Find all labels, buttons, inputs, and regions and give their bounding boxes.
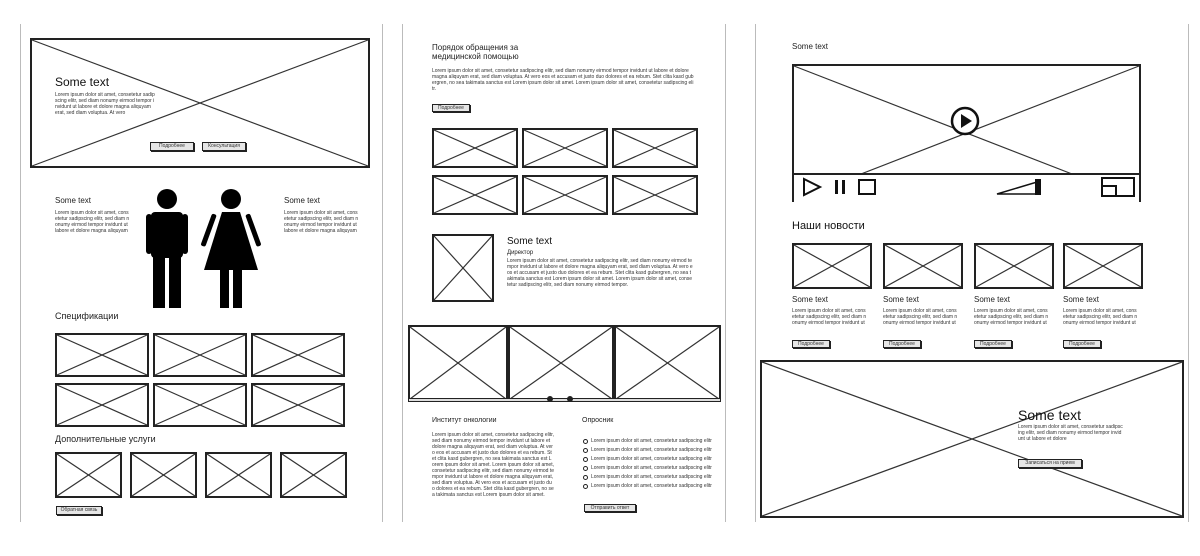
carousel-track [408, 398, 721, 402]
director-name: Some text [507, 236, 553, 247]
survey-radio-2[interactable] [583, 448, 588, 453]
spec-image-4 [55, 383, 149, 427]
news-image-2 [883, 243, 963, 289]
news-more-button[interactable]: Подробнее [792, 340, 830, 348]
gallery-image-4 [432, 175, 518, 215]
spec-image-3 [251, 333, 345, 377]
news-heading: Наши новости [792, 220, 865, 232]
survey-option-label: Lorem ipsum dolor sit amet, consetetur sadipscing elitr [591, 447, 712, 453]
news-text: Lorem ipsum dolor sit amet, consetetur sadipscing elitr, sed diam nonumy eirmod tempor invidunt ut [792, 308, 867, 326]
gallery-image-1 [432, 128, 518, 168]
procedure-heading: Порядок обращения за медицинской помощью [432, 43, 519, 61]
right-block-title: Some text [284, 196, 321, 205]
news-title: Some text [883, 295, 920, 304]
feedback-button[interactable]: Обратная связь [56, 506, 102, 515]
director-text: Lorem ipsum dolor sit amet, consetetur sadipscing elitr, sed diam nonumy eirmod tempor invidunt ut labore et dolore magna aliquyam erat, sed diam voluptua. At vero eos et accusam et justo duo dolores et ea rebum. Stet clita kasd gubergren, no sea takimata sanctus est Lorem ipsum dolor sit amet. Lorem ipsum dolor sit amet, consetetur sadipscing elitr, sed diam nonumy eirmod tempor. [507, 258, 693, 288]
survey-option-label: Lorem ipsum dolor sit amet, consetetur sadipscing elitr [591, 465, 712, 471]
fullscreen-icon[interactable] [1100, 176, 1136, 198]
survey-radio-6[interactable] [583, 484, 588, 489]
spec-image-2 [153, 333, 247, 377]
director-role: Директор [507, 250, 534, 256]
service-image-1 [55, 452, 122, 498]
service-image-3 [205, 452, 272, 498]
survey-submit-button[interactable]: Отправить ответ [584, 504, 636, 512]
specifications-heading: Спецификации [55, 311, 119, 321]
survey-heading: Опросник [582, 417, 614, 424]
news-more-button[interactable]: Подробнее [1063, 340, 1101, 348]
survey-radio-5[interactable] [583, 475, 588, 480]
news-image-1 [792, 243, 872, 289]
spec-image-1 [55, 333, 149, 377]
banner-text: Lorem ipsum dolor sit amet, consetetur sadipscing elitr, sed diam nonumy eirmod tempor invidunt ut labore et dolore [1018, 424, 1123, 442]
news-title: Some text [792, 295, 829, 304]
hero-title: Some text [55, 75, 110, 89]
gallery-image-6 [612, 175, 698, 215]
hero-details-button[interactable]: Подробнее [150, 142, 194, 151]
director-photo [432, 234, 494, 302]
news-text: Lorem ipsum dolor sit amet, consetetur sadipscing elitr, sed diam nonumy eirmod tempor invidunt ut [974, 308, 1049, 326]
carousel-image-2 [508, 325, 614, 401]
gallery-image-3 [612, 128, 698, 168]
survey-option-label: Lorem ipsum dolor sit amet, consetetur sadipscing elitr [591, 456, 712, 462]
procedure-text: Lorem ipsum dolor sit amet, consetetur sadipscing elitr, sed diam nonumy eirmod tempor invidunt ut labore et dolore magna aliquyam erat, sed diam voluptua. At vero eos et accusam et justo duo dolores et ea rebum. Stet clita kasd gubergren, no sea takimata sanctus est Lorem ipsum dolor sit amet. Lorem ipsum dolor sit amet, consetetur sadipscing elitr. [432, 68, 694, 92]
gallery-image-5 [522, 175, 608, 215]
man-icon [145, 188, 189, 308]
woman-icon [200, 188, 262, 308]
carousel-dot-2[interactable] [567, 396, 573, 402]
service-image-4 [280, 452, 347, 498]
play-button-icon[interactable] [949, 106, 981, 136]
news-title: Some text [974, 295, 1011, 304]
stop-icon[interactable] [857, 178, 877, 196]
procedure-more-button[interactable]: Подробнее [432, 104, 470, 112]
survey-option-label: Lorem ipsum dolor sit amet, consetetur sadipscing elitr [591, 438, 712, 444]
volume-slider-icon[interactable] [995, 176, 1057, 198]
survey-radio-4[interactable] [583, 466, 588, 471]
hero-text: Lorem ipsum dolor sit amet, consetetur sadipscing elitr, sed diam nonumy eirmod tempor invidunt ut labore et dolore magna aliquyam erat, sed diam voluptua. At vero [55, 92, 155, 116]
survey-option-label: Lorem ipsum dolor sit amet, consetetur sadipscing elitr [591, 474, 712, 480]
services-heading: Дополнительные услуги [55, 434, 156, 444]
spec-image-6 [251, 383, 345, 427]
news-title: Some text [1063, 295, 1100, 304]
video-title: Some text [792, 42, 829, 51]
gallery-image-2 [522, 128, 608, 168]
banner-appointment-button[interactable]: Записаться на прием [1018, 459, 1082, 468]
carousel-image-1 [408, 325, 508, 401]
news-image-4 [1063, 243, 1143, 289]
spec-image-5 [153, 383, 247, 427]
survey-radio-3[interactable] [583, 457, 588, 462]
service-image-2 [130, 452, 197, 498]
pause-icon[interactable] [833, 178, 847, 196]
carousel-dot-1[interactable] [547, 396, 553, 402]
news-image-3 [974, 243, 1054, 289]
news-text: Lorem ipsum dolor sit amet, consetetur sadipscing elitr, sed diam nonumy eirmod tempor invidunt ut [1063, 308, 1138, 326]
left-block-title: Some text [55, 196, 92, 205]
banner-title: Some text [1018, 407, 1082, 423]
survey-radio-1[interactable] [583, 439, 588, 444]
left-block-text: Lorem ipsum dolor sit amet, consetetur sadipscing elitr, sed diam nonumy eirmod tempor invidunt ut labore et dolore magna aliquyam [55, 210, 130, 234]
play-icon[interactable] [801, 177, 823, 197]
institute-text: Lorem ipsum dolor sit amet, consetetur sadipscing elitr, sed diam nonumy eirmod tempor invidunt ut labore et dolore magna aliquyam erat, sed diam voluptua. At vero eos et accusam et justo duo dolores et ea rebum. Stet clita kasd gubergren, no sea takimata sanctus est Lorem ipsum dolor sit amet. Lorem ipsum dolor sit amet, consetetur sadipscing elitr, sed diam nonumy eirmod tempor invidunt ut labore et dolore magna aliquyam erat, sed diam voluptua. At vero eos et accusam et justo duo dolores et ea rebum. Stet clita kasd gubergren, no sea takimata sanctus est Lorem ipsum dolor sit amet. [432, 432, 555, 498]
news-more-button[interactable]: Подробнее [883, 340, 921, 348]
hero-consult-button[interactable]: Консультация [202, 142, 246, 151]
news-more-button[interactable]: Подробнее [974, 340, 1012, 348]
right-block-text: Lorem ipsum dolor sit amet, consetetur sadipscing elitr, sed diam nonumy eirmod tempor invidunt ut labore et dolore magna aliquyam [284, 210, 359, 234]
survey-option-label: Lorem ipsum dolor sit amet, consetetur sadipscing elitr [591, 483, 712, 489]
news-text: Lorem ipsum dolor sit amet, consetetur sadipscing elitr, sed diam nonumy eirmod tempor invidunt ut [883, 308, 958, 326]
institute-heading: Институт онкологии [432, 417, 497, 424]
carousel-image-3 [614, 325, 721, 401]
